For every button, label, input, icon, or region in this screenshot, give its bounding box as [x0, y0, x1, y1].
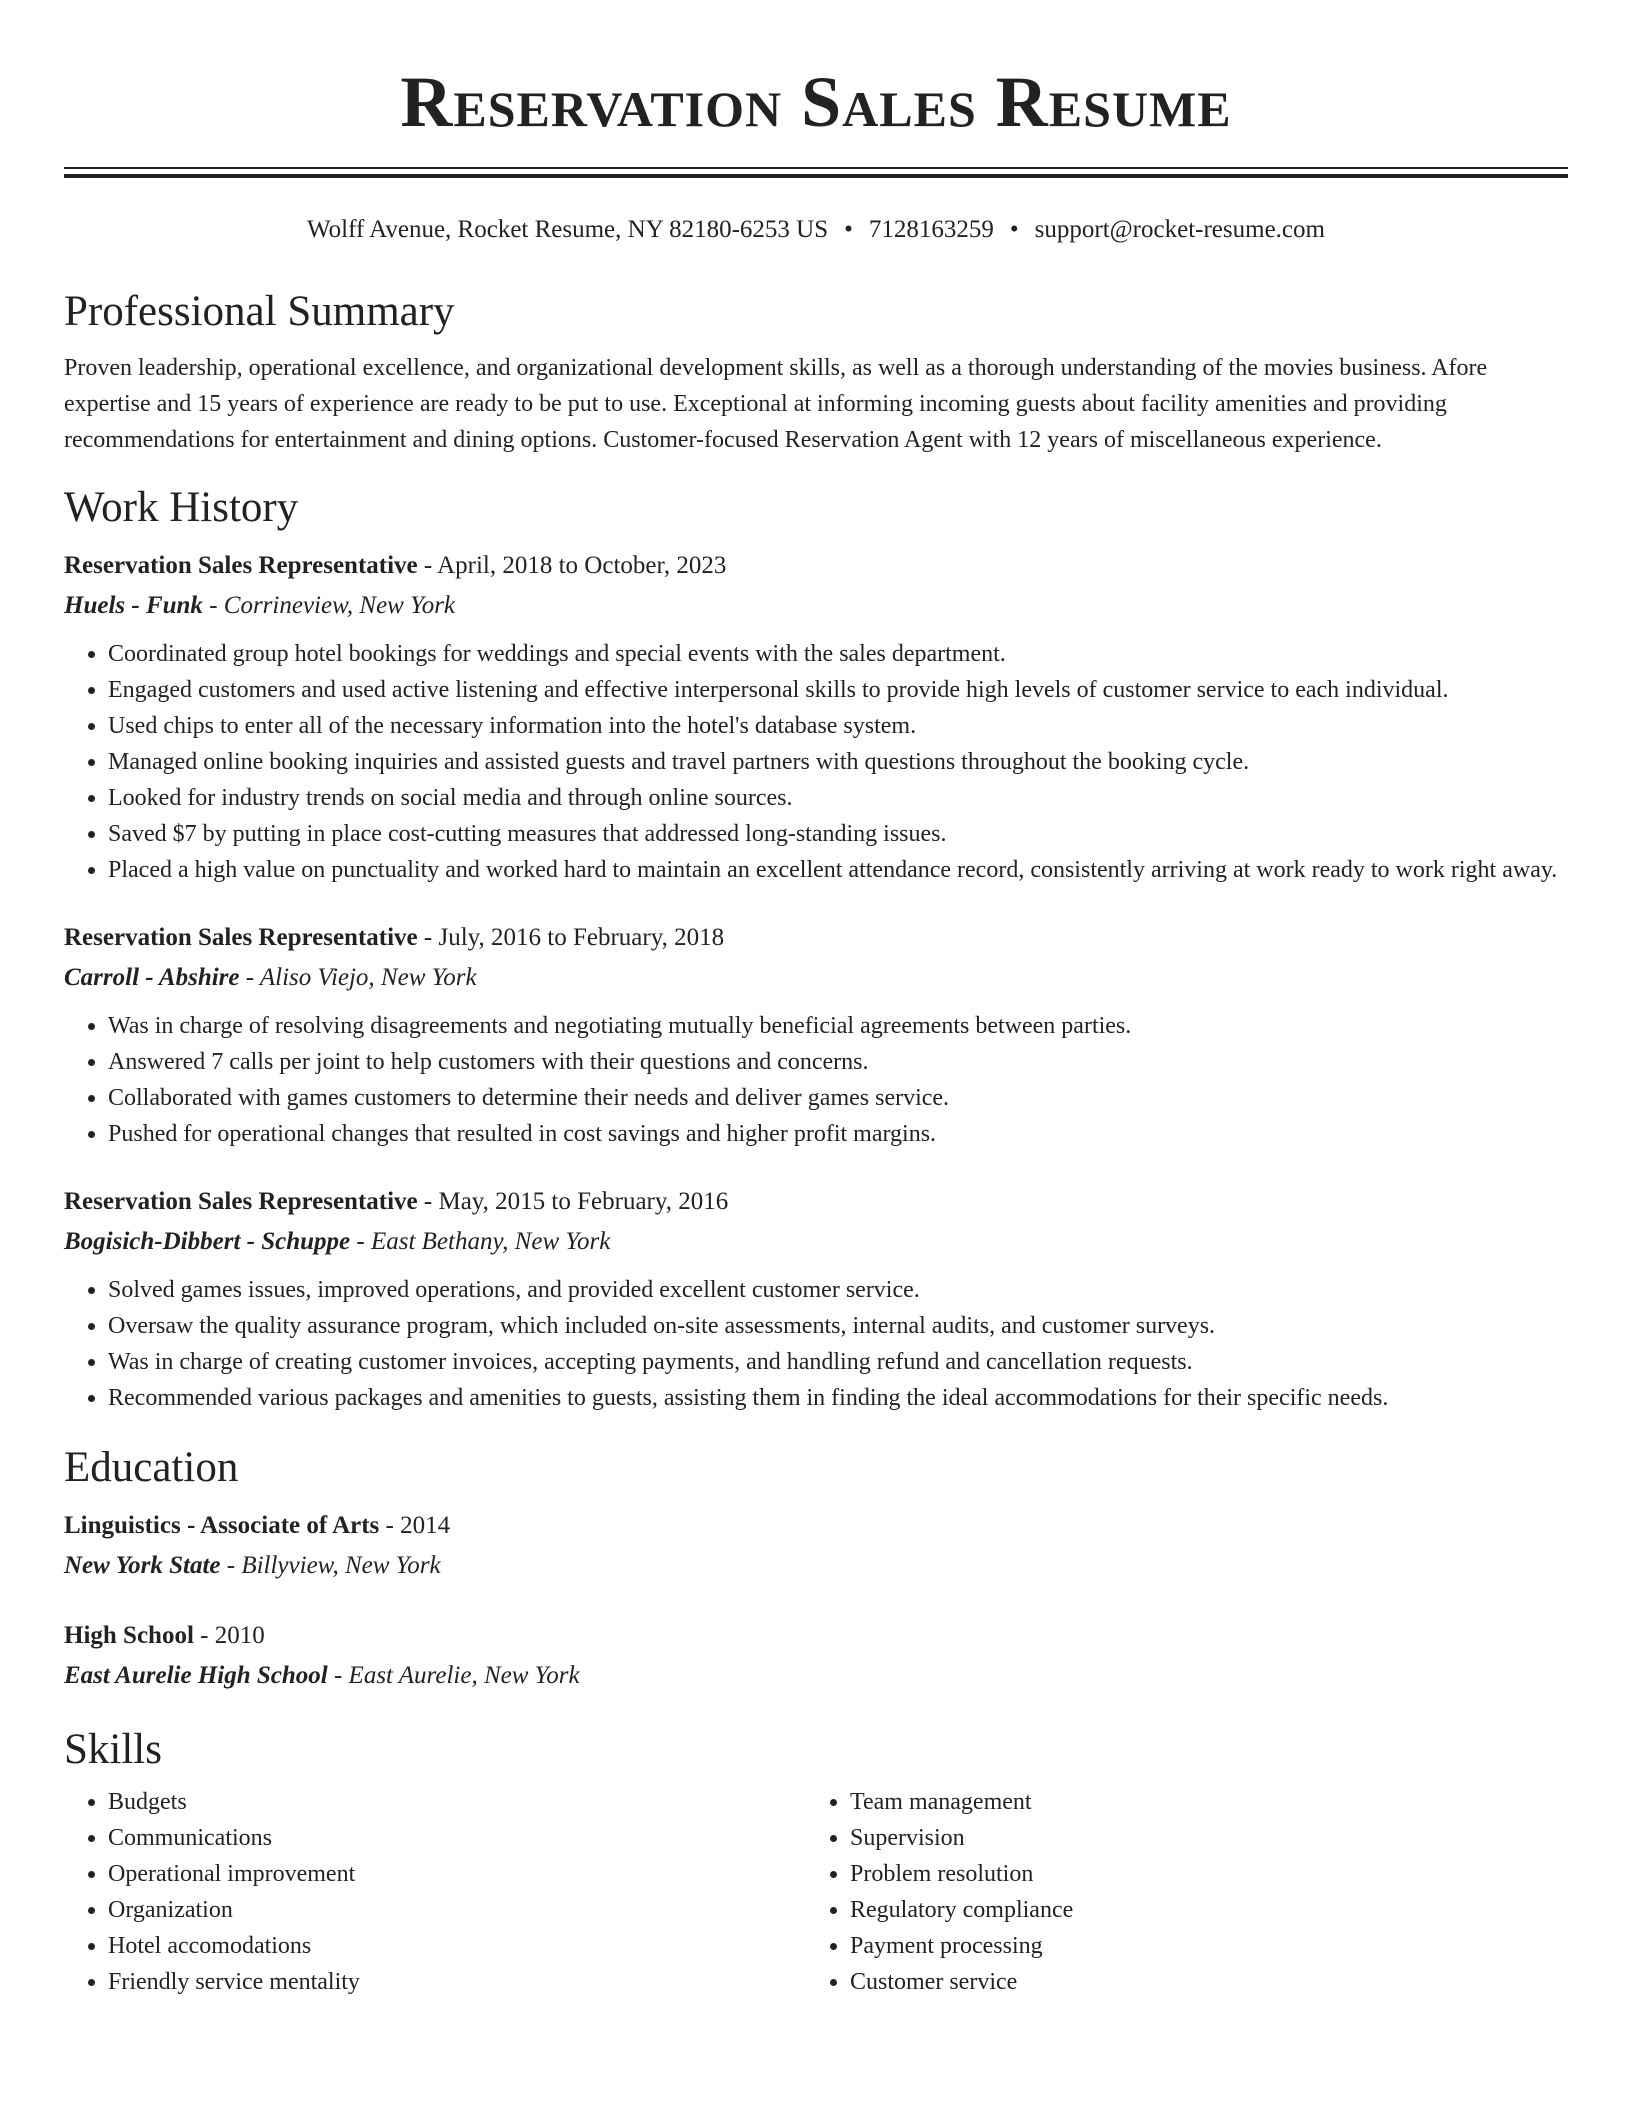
- contact-email: support@rocket-resume.com: [1034, 216, 1325, 243]
- education-entry: [64, 1616, 1568, 1696]
- degree-name: High School: [64, 1622, 194, 1649]
- title-divider-thin: [64, 167, 1568, 169]
- company-line: [64, 958, 1568, 998]
- job-bullet: • Placed a high value on punctuality and worked hard to maintain an excellent attendance record, consistently arriving at work ready to work right away.: [108, 852, 1568, 888]
- contact-separator: •: [844, 216, 853, 243]
- job-entry: [64, 1182, 1568, 1416]
- skill-item: • Payment processing: [850, 1928, 1548, 1964]
- job-title: Reservation Sales Representative: [64, 924, 418, 951]
- job-title-line: [64, 918, 1568, 958]
- job-title-line: [64, 1182, 1568, 1222]
- skill-item: • Budgets: [108, 1784, 806, 1820]
- company-line: [64, 1222, 1568, 1262]
- skills-list-right: [806, 1784, 1548, 2000]
- skills-columns: [64, 1784, 1568, 2000]
- skill-item: • Hotel accomodations: [108, 1928, 806, 1964]
- job-entry: [64, 918, 1568, 1152]
- company-name: Huels - Funk: [64, 592, 203, 619]
- school-name: East Aurelie High School: [64, 1662, 328, 1689]
- job-bullet: • Pushed for operational changes that resulted in cost savings and higher profit margins.: [108, 1116, 1568, 1152]
- degree-year: - 2014: [379, 1512, 451, 1539]
- job-bullet: • Solved games issues, improved operations, and provided excellent customer service.: [108, 1272, 1568, 1308]
- skills-heading: Skills: [64, 1726, 162, 1773]
- job-bullet: • Recommended various packages and amenities to guests, assisting them in finding the ideal accommodations for their specific needs.: [108, 1380, 1568, 1416]
- job-bullet: • Coordinated group hotel bookings for weddings and special events with the sales department.: [108, 636, 1568, 672]
- school-location: - Billyview, New York: [220, 1552, 441, 1579]
- job-bullet: • Saved $7 by putting in place cost-cutting measures that addressed long-standing issues.: [108, 816, 1568, 852]
- contact-address: Wolff Avenue, Rocket Resume, NY 82180-6253 US: [307, 216, 829, 243]
- skill-item: • Supervision: [850, 1820, 1548, 1856]
- skill-item: • Friendly service mentality: [108, 1964, 806, 2000]
- company-line: [64, 586, 1568, 626]
- job-bullet-list: [64, 636, 1568, 888]
- summary-heading: Professional Summary: [64, 288, 455, 335]
- degree-year: - 2010: [193, 1622, 265, 1649]
- skill-item: • Communications: [108, 1820, 806, 1856]
- company-name: Bogisich-Dibbert - Schuppe: [64, 1228, 351, 1255]
- education-entry: [64, 1506, 1568, 1586]
- job-bullet: • Looked for industry trends on social media and through online sources.: [108, 780, 1568, 816]
- company-location: - East Bethany, New York: [350, 1228, 611, 1255]
- skill-item: • Customer service: [850, 1964, 1548, 2000]
- company-location: - Corrineview, New York: [202, 592, 456, 619]
- education-heading: Education: [64, 1444, 239, 1491]
- company-location: - Aliso Viejo, New York: [239, 964, 477, 991]
- job-bullet: • Managed online booking inquiries and assisted guests and travel partners with questions throughout the booking cycle.: [108, 744, 1568, 780]
- work-history-heading: Work History: [64, 484, 299, 531]
- job-bullet-list: [64, 1008, 1568, 1152]
- degree-line: [64, 1506, 1568, 1546]
- job-bullet: • Collaborated with games customers to determine their needs and deliver games service.: [108, 1080, 1568, 1116]
- job-bullet: • Answered 7 calls per joint to help customers with their questions and concerns.: [108, 1044, 1568, 1080]
- skill-item: • Team management: [850, 1784, 1548, 1820]
- contact-separator: •: [1009, 216, 1019, 243]
- summary-text: Proven leadership, operational excellence, and organizational development skills, as well as a thorough understanding of the movies business. Afore expertise and 15 years of experience are ready to be put to use. Exceptional at informing incoming guests about facility amenities and providing recommendations for entertainment and dining options. Customer-focused Reservation Agent with 12 years of miscellaneous experience.: [64, 355, 1488, 453]
- job-bullet-list: [64, 1272, 1568, 1416]
- job-dates: - April, 2018 to October, 2023: [417, 552, 727, 579]
- school-line: [64, 1656, 1568, 1696]
- job-title: Reservation Sales Representative: [64, 552, 418, 579]
- contact-phone: 7128163259: [868, 216, 994, 243]
- job-bullet: • Engaged customers and used active listening and effective interpersonal skills to provide high levels of customer service to each individual.: [108, 672, 1568, 708]
- job-dates: - July, 2016 to February, 2018: [417, 924, 725, 951]
- skill-item: • Organization: [108, 1892, 806, 1928]
- job-title: Reservation Sales Representative: [64, 1188, 418, 1215]
- school-line: [64, 1546, 1568, 1586]
- job-dates: - May, 2015 to February, 2016: [417, 1188, 729, 1215]
- job-title-line: [64, 546, 1568, 586]
- company-name: Carroll - Abshire: [64, 964, 240, 991]
- job-bullet: • Used chips to enter all of the necessary information into the hotel's database system.: [108, 708, 1568, 744]
- skills-list-left: [64, 1784, 806, 2000]
- job-bullet: • Was in charge of resolving disagreements and negotiating mutually beneficial agreements between parties.: [108, 1008, 1568, 1044]
- job-entry: [64, 546, 1568, 888]
- skill-item: • Regulatory compliance: [850, 1892, 1548, 1928]
- degree-name: Linguistics - Associate of Arts: [64, 1512, 380, 1539]
- school-location: - East Aurelie, New York: [327, 1662, 580, 1689]
- page-title: Reservation Sales Resume: [400, 62, 1232, 142]
- title-divider-thick: [64, 174, 1568, 178]
- job-bullet: • Was in charge of creating customer invoices, accepting payments, and handling refund and cancellation requests.: [108, 1344, 1568, 1380]
- skill-item: • Problem resolution: [850, 1856, 1548, 1892]
- contact-line: [64, 214, 1568, 246]
- school-name: New York State: [64, 1552, 221, 1579]
- degree-line: [64, 1616, 1568, 1656]
- job-bullet: • Oversaw the quality assurance program, which included on-site assessments, internal audits, and customer surveys.: [108, 1308, 1568, 1344]
- skill-item: • Operational improvement: [108, 1856, 806, 1892]
